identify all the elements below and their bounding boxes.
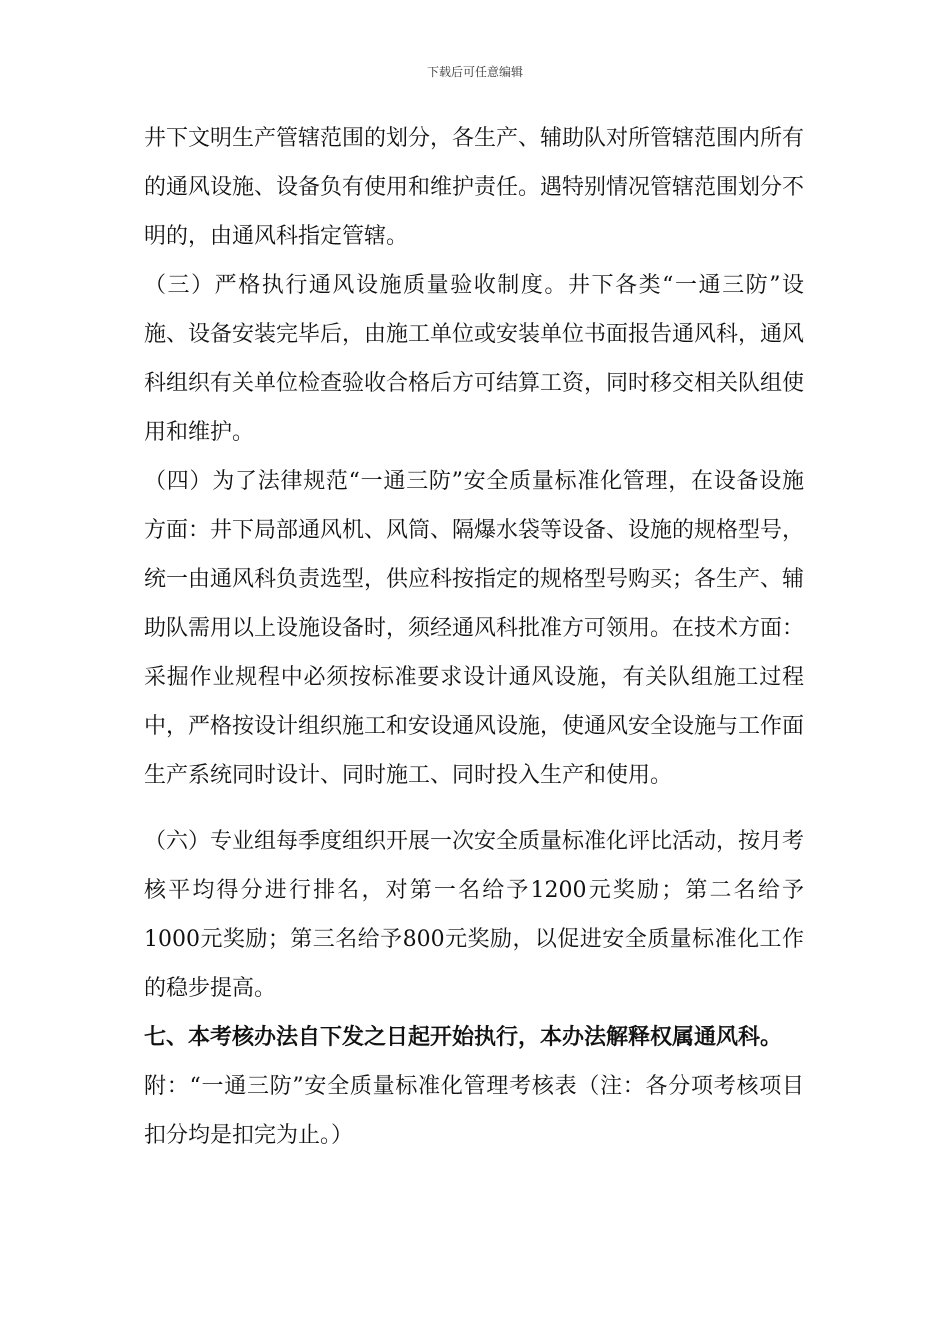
paragraph-appendix: 附：“一通三防”安全质量标准化管理考核表（注：各分项考核项目扣分均是扣完为止。）: [144, 1074, 804, 1148]
paragraph-section-7: 七、本考核办法自下发之日起开始执行，本办法解释权属通风科。: [144, 1024, 783, 1050]
paragraph-section-4: （四）为了法律规范“一通三防”安全质量标准化管理，在设备设施方面：井下局部通风机、风筒、隔爆水袋等设备、设施的规格型号，统一由通风科负责选型，供应科按指定的规格型号购买；各生产、辅助队需用以上设施设备时，须经通风科批准方可领用。在技术方面：采掘作业规程中必须按标准要求设计通风设施，有关队组施工过程中，严格按设计组织施工和安设通风设施，使通风安全设施与工作面生产系统同时设计、同时施工、同时投入生产和使用。: [144, 469, 805, 788]
paragraph-section-6: （六）专业组每季度组织开展一次安全质量标准化评比活动，按月考核平均得分进行排名，对第一名给予1200元奖励；第二名给予1000元奖励；第三名给予800元奖励，以促进安全质量标准化工作的稳步提高。: [144, 829, 805, 1001]
paragraph-jurisdiction: 井下文明生产管辖范围的划分，各生产、辅助队对所管辖范围内所有的通风设施、设备负有使用和维护责任。遇特别情况管辖范围划分不明的，由通风科指定管辖。: [144, 126, 805, 249]
page-header: 下载后可任意编辑: [426, 65, 523, 79]
paragraph-section-3: （三）严格执行通风设施质量验收制度。井下各类“一通三防”设施、设备安装完毕后，由施工单位或安装单位书面报告通风科，通风科组织有关单位检查验收合格后方可结算工资，同时移交相关队组使用和维护。: [144, 273, 805, 445]
document-body: [144, 114, 804, 1160]
paragraph-gap: [144, 800, 804, 817]
